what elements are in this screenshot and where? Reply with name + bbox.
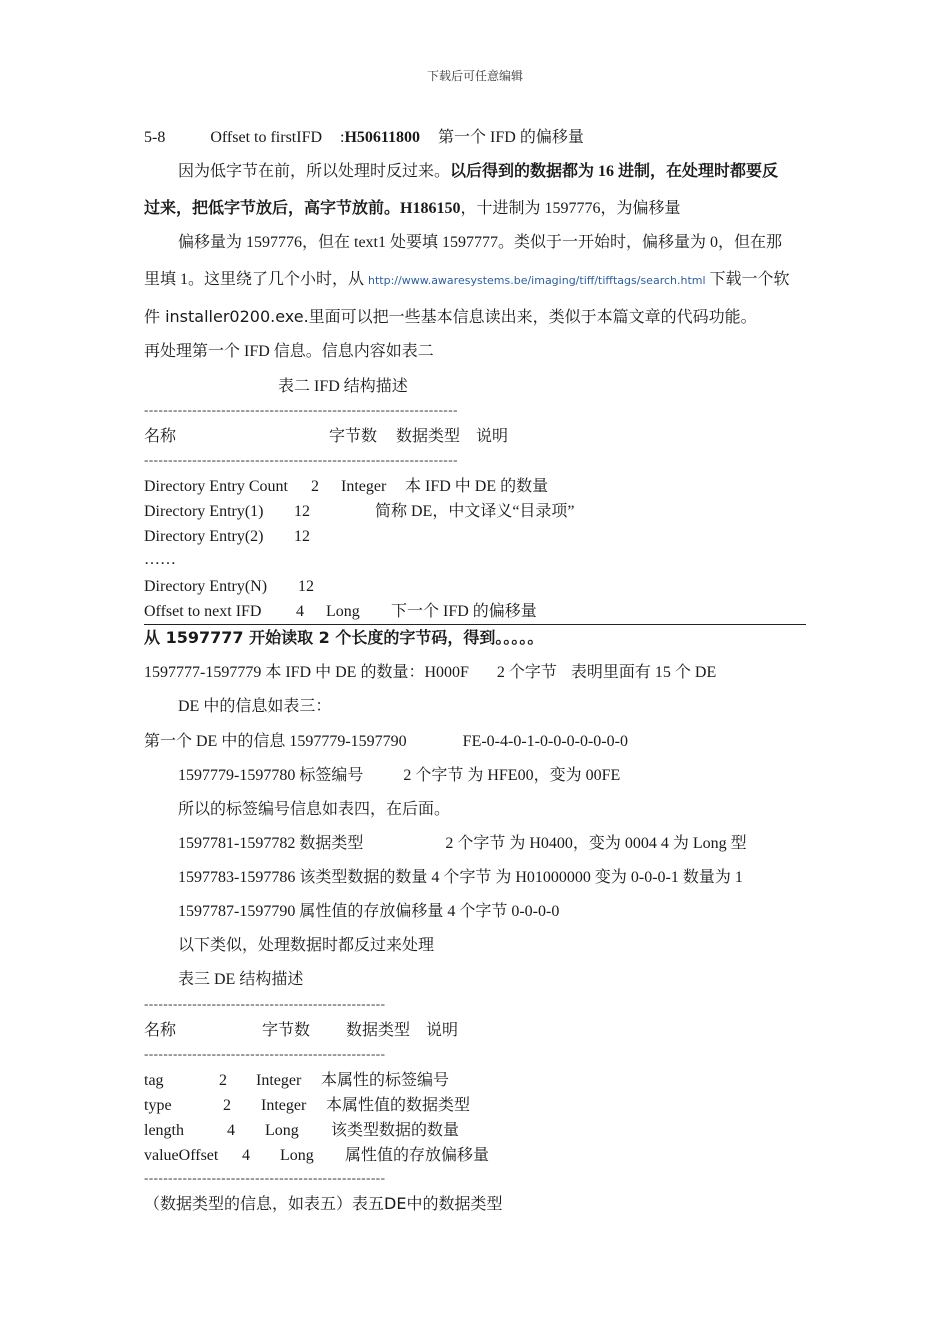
table2-cell: 12: [294, 503, 310, 520]
offset-line: 5-8 Offset to firstIFD :H50611800 第一个 IFD 的偏移量: [144, 129, 584, 146]
table3-cell: Integer: [256, 1072, 302, 1089]
table2-header-cell: 数据类型: [396, 428, 461, 445]
first-de-line: 第一个 DE 中的信息 1597779-1597790 FE-0-4-0-1-0-0-0-0-0-0-0: [144, 733, 628, 750]
table2-cell: Offset to next IFD: [144, 603, 262, 620]
last-line: （数据类型的信息，如表五）表五DE中的数据类型: [144, 1194, 503, 1213]
table3-cell: 本属性的标签编号: [321, 1072, 450, 1089]
table2-cell: 12: [298, 578, 314, 595]
table3-cell: 属性值的存放偏移量: [345, 1147, 490, 1164]
table2-header-cell: 说明: [476, 428, 509, 445]
offset-desc: 第一个 IFD 的偏移量: [438, 129, 584, 146]
table3-cell: 该类型数据的数量: [331, 1122, 460, 1139]
table3-cell: type: [144, 1097, 172, 1114]
table2-bottom-rule: [144, 624, 806, 625]
table2-cell: 12: [294, 528, 310, 545]
de-count-line: 1597777-1597779 本 IFD 中 DE 的数量：H000F 2 个字节 表明里面有 15 个 DE: [144, 664, 717, 681]
paragraph: 再处理第一个 IFD 信息。信息内容如表二: [144, 343, 434, 360]
paragraph: 里填 1。这里绕了几个小时，从 http://www.awaresystems.be/imaging/tiff/tifftags/search.html 下载一个软: [144, 271, 790, 288]
paragraph: 过来，把低字节放后，高字节放前。H186150，十进制为 1597776，为偏移量: [144, 200, 681, 217]
table2-dash-mid: -----------------------------------------------------------------: [144, 452, 458, 467]
table2-cell: Directory Entry Count: [144, 478, 288, 495]
paragraph: 件 installer0200.exe.里面可以把一些基本信息读出来，类似于本篇文章的代码功能。: [144, 307, 757, 326]
type-line: 1597781-1597782 数据类型 2 个字节 为 H0400，变为 0004 4 为 Long 型: [178, 835, 747, 852]
offset-title: Offset to firstIFD: [210, 129, 323, 146]
table2-cell: 4: [296, 603, 304, 620]
table3-header-cell: 名称: [144, 1022, 177, 1039]
table2-cell: 简称 DE，中文译义“目录项”: [375, 503, 575, 520]
table2-cell: 本 IFD 中 DE 的数量: [405, 478, 549, 495]
paragraph: 因为低字节在前，所以处理时反过来。以后得到的数据都为 16 进制，在处理时都要反: [178, 163, 779, 180]
table3-dash-bottom: --------------------------------------------------: [144, 1170, 386, 1185]
table3-cell: Long: [265, 1122, 299, 1139]
table2-header-cell: 名称: [144, 428, 177, 445]
table3-cell: Integer: [261, 1097, 307, 1114]
section-number: 5-8: [144, 129, 166, 146]
paragraph: DE 中的信息如表三：: [178, 698, 332, 715]
table3-dash-mid: --------------------------------------------------: [144, 1046, 386, 1061]
table3-cell: 本属性值的数据类型: [326, 1097, 471, 1114]
table3-cell: 2: [223, 1097, 231, 1114]
table3-cell: 4: [242, 1147, 250, 1164]
table2-cell: 下一个 IFD 的偏移量: [391, 603, 537, 620]
table2-cell: Directory Entry(1): [144, 503, 264, 520]
reference-link[interactable]: http://www.awaresystems.be/imaging/tiff/tifftags/search.html: [368, 274, 706, 287]
table2-cell: 2: [311, 478, 319, 495]
tag-line: 1597779-1597780 标签编号 2 个字节 为 HFE00，变为 00FE: [178, 767, 621, 784]
table2-cell: ……: [144, 551, 176, 568]
table2-cell: Integer: [341, 478, 387, 495]
table2-caption: 表二 IFD 结构描述: [278, 378, 408, 395]
offset-value-line: 1597787-1597790 属性值的存放偏移量 4 个字节 0-0-0-0: [178, 903, 560, 920]
paragraph: 以下类似，处理数据时都反过来处理: [178, 937, 435, 954]
table3-cell: 2: [219, 1072, 227, 1089]
table3-cell: Long: [280, 1147, 314, 1164]
table3-cell: tag: [144, 1072, 164, 1089]
table3-cell: 4: [227, 1122, 235, 1139]
offset-hex: H50611800: [344, 129, 421, 146]
page-header: 下载后可任意编辑: [426, 69, 523, 83]
paragraph: 所以的标签编号信息如表四，在后面。: [178, 801, 451, 818]
table3-cell: length: [144, 1122, 184, 1139]
table2-cell: Directory Entry(N): [144, 578, 268, 595]
read-line: 从 1597777 开始读取 2 个长度的字节码，得到。。。。。: [144, 628, 544, 647]
table3-cell: valueOffset: [144, 1147, 219, 1164]
count-line: 1597783-1597786 该类型数据的数量 4 个字节 为 H01000000 变为 0-0-0-1 数量为 1: [178, 869, 743, 886]
paragraph: 偏移量为 1597776，但在 text1 处要填 1597777。类似于一开始时，偏移量为 0，但在那: [178, 234, 782, 251]
table3-header-cell: 说明: [426, 1022, 459, 1039]
table2-dash-top: -----------------------------------------------------------------: [144, 402, 458, 417]
table3-header-cell: 数据类型: [346, 1022, 411, 1039]
table2-cell: Directory Entry(2): [144, 528, 264, 545]
table3-dash-top: --------------------------------------------------: [144, 996, 386, 1011]
table2-header-cell: 字节数: [329, 428, 378, 445]
table3-caption: 表三 DE 结构描述: [178, 971, 304, 988]
table3-header-cell: 字节数: [262, 1022, 311, 1039]
table2-cell: Long: [326, 603, 360, 620]
